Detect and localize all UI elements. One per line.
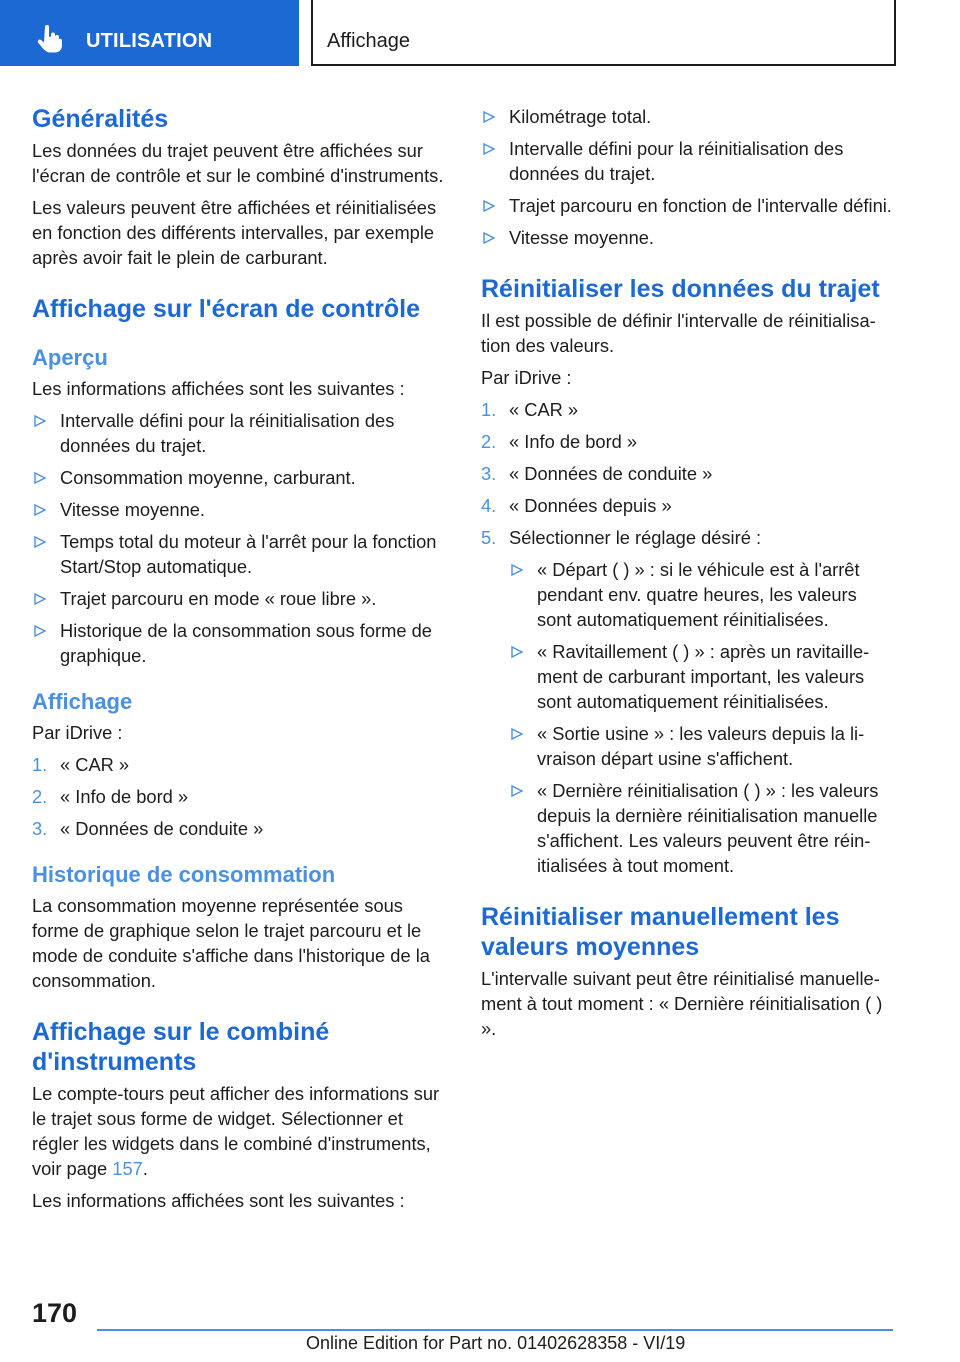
list-item: « Ravitaillement ( ) » : après un ravitaillement de carburant important, les valeurs sont automatiquement réinitialisées. [509, 639, 895, 714]
triangle-right-icon [34, 625, 46, 637]
paragraph: Par iDrive : [32, 722, 123, 743]
heading-affichage: Affichage [32, 689, 133, 714]
triangle-right-icon [511, 785, 523, 797]
list-item: « Départ ( ) » : si le véhicule est à l'arrêt pendant env. quatre heures, les valeurs sont automatiquement réinitialisées. [509, 557, 895, 632]
paragraph: Il est possible de définir l'intervalle de réinitialisation des valeurs. [481, 310, 876, 356]
infos-list [481, 104, 895, 250]
section-header [311, 0, 896, 66]
heading-reinit-trajet: Réinitialiser les données du trajet [481, 275, 880, 303]
list-item: Intervalle défini pour la réinitialisation des données du trajet. [32, 408, 446, 458]
footer-divider [97, 1329, 893, 1331]
list-item: Kilométrage total. [481, 104, 895, 129]
triangle-right-icon [483, 111, 495, 123]
triangle-right-icon [34, 472, 46, 484]
list-item: Consommation moyenne, carburant. [32, 465, 446, 490]
left-column [32, 100, 446, 1220]
step-item: 2. « Info de bord » [481, 431, 638, 452]
step-item: 1. « CAR » [32, 754, 130, 775]
triangle-right-icon [511, 646, 523, 658]
heading-historique: Historique de consommation [32, 862, 336, 887]
step-item: 2. « Info de bord » [32, 786, 189, 807]
list-item: « Dernière réinitialisation ( ) » : les valeurs depuis la dernière réinitialisation manuelle s'affichent. Les valeurs peuvent être réinitialisées à tout moment. [509, 778, 895, 878]
paragraph: Par iDrive : [481, 367, 572, 388]
step-item: 1. « CAR » [481, 399, 579, 420]
heading-apercu: Aperçu [32, 345, 108, 370]
list-item: Intervalle défini pour la réinitialisation des données du trajet. [481, 136, 895, 186]
reinit-steps [481, 397, 895, 878]
triangle-right-icon [34, 415, 46, 427]
section-title: Affichage [327, 30, 411, 52]
apercu-list [32, 408, 446, 668]
triangle-right-icon [34, 593, 46, 605]
step-item: 3. « Données de conduite » [481, 463, 713, 484]
page-number: 170 [32, 1298, 78, 1328]
hand-pointer-icon [36, 24, 64, 54]
list-item: Trajet parcouru en fonction de l'intervalle défini. [481, 193, 895, 218]
list-item: Historique de la consommation sous forme de graphique. [32, 618, 446, 668]
list-item: Temps total du moteur à l'arrêt pour la fonction Start/Stop automatique. [32, 529, 446, 579]
triangle-right-icon [483, 143, 495, 155]
heading-ecran-controle: Affichage sur l'écran de contrôle [32, 295, 420, 323]
edition-info: Online Edition for Part no. 01402628358 - VI/19 [306, 1333, 686, 1353]
list-item: « Sortie usine » : les valeurs depuis la livraison départ usine s'affichent. [509, 721, 895, 771]
heading-reinit-manuel: Réinitialiser manuellement les valeurs moyennes [481, 903, 840, 961]
heading-generalites: Généralités [32, 105, 169, 133]
idrive-steps [32, 752, 446, 841]
list-item: Trajet parcouru en mode « roue libre ». [32, 586, 446, 611]
paragraph: Le compte-tours peut afficher des informations sur le trajet sous forme de widget. Sélectionner et régler les widgets dans le combiné d'instruments, voir page 157. [32, 1083, 440, 1179]
step-item: 5. Sélectionner le réglage désiré : « Départ ( ) » : si le véhicule est à l'arrêt pendant env. quatre heures, les valeurs sont automatiquement réinitialisées. « Ravitaillement ( ) » : après un ravitaillement de carburant important, les valeurs sont automatiquement réinitialisées. « Sortie usine » : les valeurs depuis la livraison départ usine s'affichent. « Dernière réinitialisation ( ) » : les valeurs depuis la dernière réinitialisation manuelle s'affichent. Les valeurs peuvent être réinitialisées à tout moment. [481, 525, 895, 878]
chapter-label: UTILISATION [86, 30, 213, 52]
triangle-right-icon [483, 200, 495, 212]
triangle-right-icon [34, 504, 46, 516]
right-column [481, 100, 895, 1048]
triangle-right-icon [34, 536, 46, 548]
heading-combine: Affichage sur le combiné d'instruments [32, 1018, 330, 1076]
list-item: Vitesse moyenne. [481, 225, 895, 250]
triangle-right-icon [511, 564, 523, 576]
triangle-right-icon [511, 728, 523, 740]
step-item: 3. « Données de conduite » [32, 818, 264, 839]
paragraph: La consommation moyenne représentée sous forme de graphique selon le trajet parcouru et le mode de conduite s'affiche dans l'historique de la consommation. [32, 895, 430, 991]
list-item: Vitesse moyenne. [32, 497, 446, 522]
triangle-right-icon [483, 232, 495, 244]
paragraph: Les données du trajet peuvent être affichées sur l'écran de contrôle et sur le combiné d'instruments. [32, 140, 444, 186]
page-link[interactable]: 157 [112, 1158, 143, 1179]
paragraph: L'intervalle suivant peut être réinitialisé manuellement à tout moment : « Dernière réinitialisation ( ) ». [481, 968, 883, 1039]
paragraph: Les valeurs peuvent être affichées et réinitialisées en fonction des différents intervalles, par exemple après avoir fait le plein de carburant. [32, 197, 437, 268]
paragraph: Les informations affichées sont les suivantes : [32, 1190, 405, 1211]
chapter-tab[interactable] [0, 0, 299, 66]
step-item: 4. « Données depuis » [481, 495, 672, 516]
setting-options [509, 557, 895, 878]
paragraph: Les informations affichées sont les suivantes : [32, 378, 405, 399]
